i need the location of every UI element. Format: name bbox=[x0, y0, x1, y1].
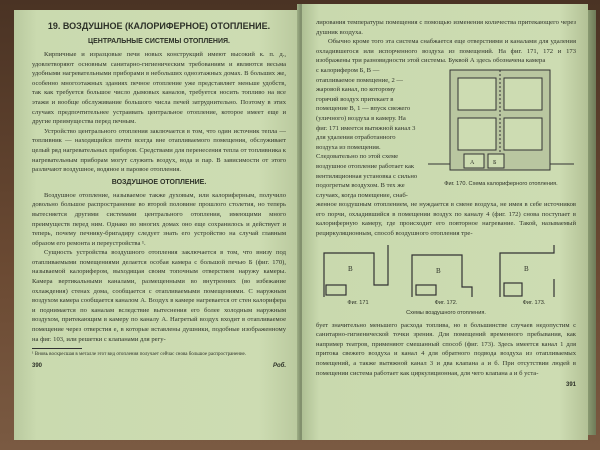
label-B: Б bbox=[493, 159, 497, 166]
left-body-1 bbox=[32, 50, 286, 175]
paragraph: с калорифером Б, В — отапливаемое помещение, 2 — жаровой канал, по которому горячий воздух притекает в помещение В, 1 — впуск свежего (уличного) воздуха в камеру. На фиг. 171 имеется вытяжной канал 3 для удаления отработанного воздуха из помещения. Следовательно по этой схеме воздушное отопление работает как вентиляционная установка с сильно подогретым воздухом. В тех же случаях, когда помещение, снаб- bbox=[316, 66, 418, 199]
figure-171-drawing bbox=[316, 245, 400, 299]
chapter-title: 19. ВОЗДУШНОЕ (КАЛОРИФЕРНОЕ) ОТОПЛЕНИЕ. bbox=[47, 21, 271, 31]
footnote: ¹ Вновь воскресшая в металле этот вид отопления получает сейчас снова большое распространение. bbox=[32, 352, 247, 358]
page-number: 390 bbox=[32, 363, 43, 370]
label-A: А bbox=[470, 159, 475, 166]
figure-170 bbox=[426, 68, 576, 188]
fig-172-caption: Фиг. 172. bbox=[434, 299, 458, 306]
paragraph: Кирпичные и изразцовые печи новых конструкций имеют высокий к. п. д., удовлетворяют основным санитарно-гигиеническим требованиям и являются весьма удобными нагревательными приборами в небольших одноэтажных домах. В больших же, особенно многоэтажных зданиях печное отопление уже представляет меньше удобств, так как требуется большое число дымовых каналов, требуется носить топливо на все этажи и вообще обслуживание большого числа печей затруднительно. Поэтому в этих случаях предпочтительнее устраивать центральное отопление, которое имеет еще и другие преимущества перед печным. bbox=[32, 51, 286, 126]
paragraph: Воздушное отопление, называемое также духовым, или калориферным, получило довольно большое распространение во второй половине прошлого столетия, но теперь вытесняется другими системами центрального отопления, имеющими много преимуществ перед ним. Однако во многих домах оно еще сохранилось и действует и теперь, почему печнику-бригадиру следует знать его устройство на случай главным образом его ремонта и переустройства ¹. bbox=[32, 191, 286, 247]
figure-172 bbox=[404, 245, 488, 307]
section-title: ЦЕНТРАЛЬНЫЕ СИСТЕМЫ ОТОПЛЕНИЯ. bbox=[88, 38, 230, 45]
book-cover-edge bbox=[588, 10, 596, 435]
left-body-2 bbox=[32, 191, 286, 345]
page-footer bbox=[32, 362, 286, 371]
fig-170-caption: Фиг. 170. Схема калориферного отопления. bbox=[444, 180, 558, 187]
label-V: В bbox=[436, 266, 441, 275]
paragraph: Обычно кроме того эта система снабжается еще отверстиями и каналами для удаления охладившегося или испорченного воздуха из помещений. На фиг. 171, 172 и 173 изображены три разновидности этой системы. Буквой А здесь обозначена камера bbox=[316, 38, 576, 65]
paragraph: Сущность устройства воздушного отопления заключается в том, что внизу под отапливаемыми помещениями делается особая камера с большой печью Б (фиг. 170), называемой калорифером, выходящая своим топочным отверстием наружу камеры. Камера вертикальными каналами, размещенными во внутренних (во избежание охлаждения) стенах дома, сообщается с отапливаемыми помещениями. С наружным воздухом камера сообщается каналом А. Воздух в камере нагревается от стен калорифера и поднимается по каналам вследствие вытеснения его более холодным наружным воздухом, притекающим в камеру по каналу А. Нагретый воздух входит в отапливаемое помещение через отверстия е, в которые вставлены душники, подобные изображенному на фиг. 103, или решетки с клапанами для регу- bbox=[32, 249, 286, 343]
figures-caption: Схемы воздушного отопления. bbox=[406, 309, 486, 316]
paragraph: лирования температуры помещения с помощью изменения количества притекающего через душник воздуха. bbox=[316, 19, 576, 36]
paragraph: бует значительно меньшего расхода топлива, но в большинстве случаев недопустим с санитарно-гигиенической точки зрения. Для помещений временного пребывания, как например театров, применяют смешанный способ (фиг. 173). Здесь имеется канал 1 для притока свежего воздуха и канал 4 для обратного подвода воздуха из отапливаемых помещений, а также вытяжной канал 3 и два клапана а и б. При отсутствии людей в помещении система работает как циркуляционная, для чего клапана а и б уста- bbox=[316, 321, 576, 377]
fig-173-caption: Фиг. 173. bbox=[522, 299, 546, 306]
paragraph: женное воздушным отоплением, не нуждается в смене воздуха, не имея в себе источников его порчи, охладившийся в помещении воздух по каналу 4 (фиг. 172) снова поступает в калориферную камеру, где происходит его повторное нагревание. Такой, называемый рециркуляционным, способ воздушного отопления тре- bbox=[316, 201, 576, 238]
signature: Роб. bbox=[273, 363, 286, 370]
footnote-rule bbox=[32, 348, 82, 349]
label-V: В bbox=[348, 264, 353, 273]
left-page bbox=[14, 10, 302, 440]
page-number: 391 bbox=[565, 382, 576, 389]
label-V: В bbox=[524, 264, 529, 273]
right-body-1 bbox=[316, 18, 576, 66]
fig-171-caption: Фиг. 171 bbox=[347, 299, 369, 306]
right-body-3 bbox=[316, 321, 576, 379]
right-page bbox=[302, 4, 588, 440]
right-body-2 bbox=[316, 200, 576, 238]
paragraph: Устройство центрального отопления заключается в том, что один источник тепла — топливник — находящийся почти всегда вне отапливаемого помещения, обслуживает целый ряд нагревательных приборов. Средствами для перенесения тепла от топливника к нагревательным приборам могут служить воздух, вода и пар. В зависимости от этого различают воздушное, водяное и паровое отопления. bbox=[32, 127, 286, 174]
figure-170-drawing bbox=[426, 68, 576, 180]
figure-172-drawing bbox=[404, 245, 488, 299]
figure-173 bbox=[492, 245, 576, 307]
figure-171 bbox=[316, 245, 400, 307]
figures-171-173 bbox=[316, 245, 576, 307]
figure-173-drawing bbox=[492, 245, 576, 299]
section-heading: ВОЗДУШНОЕ ОТОПЛЕНИЕ. bbox=[111, 178, 207, 186]
